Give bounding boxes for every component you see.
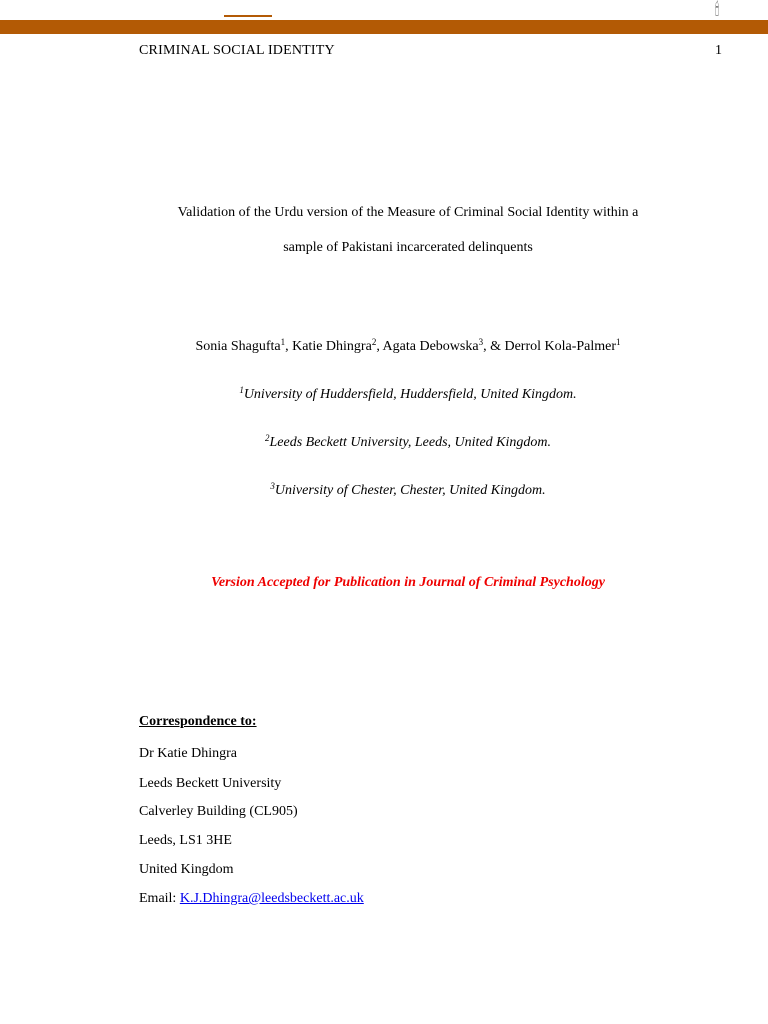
affiliation-text: University of Huddersfield, Huddersfield, United Kingdom.	[243, 387, 577, 402]
affiliation-text: University of Chester, Chester, United Kingdom.	[274, 483, 546, 498]
author-affiliation-number: 1	[280, 337, 286, 347]
correspondence-line: Calverley Building (CL905)	[139, 804, 298, 819]
top-bar	[0, 0, 768, 20]
email-label: Email:	[139, 891, 180, 906]
email-line	[139, 891, 364, 907]
affiliation-number: 1	[239, 385, 244, 395]
correspondence-heading: Correspondence to:	[139, 714, 257, 729]
author-affiliation-number: 2	[371, 337, 377, 347]
affiliation-3	[100, 483, 716, 499]
author-separator: ,	[285, 339, 293, 354]
author-name: Agata Debowska	[382, 339, 479, 354]
author-separator: ,	[376, 339, 383, 354]
top-bar-underline	[224, 15, 272, 17]
correspondence-line: United Kingdom	[139, 862, 234, 877]
affiliation-number: 2	[265, 433, 270, 443]
candle-icon: 🕯	[714, 0, 720, 20]
correspondence-line: Dr Katie Dhingra	[139, 746, 237, 761]
affiliation-1	[100, 387, 716, 403]
author-separator: , &	[483, 339, 505, 354]
author-name: Derrol Kola-Palmer	[504, 339, 617, 354]
correspondence-line: Leeds, LS1 3HE	[139, 833, 232, 848]
author-name: Sonia Shagufta	[195, 339, 281, 354]
page-number: 1	[715, 43, 722, 58]
paper-title-line-1: Validation of the Urdu version of the Measure of Criminal Social Identity within a	[177, 205, 639, 220]
paper-title-line-2: sample of Pakistani incarcerated delinquents	[283, 240, 533, 255]
affiliation-2	[100, 435, 716, 451]
author-list	[100, 339, 716, 355]
correspondence-line: Leeds Beckett University	[139, 776, 282, 791]
affiliation-text: Leeds Beckett University, Leeds, United Kingdom.	[269, 435, 551, 450]
running-head: CRIMINAL SOCIAL IDENTITY	[139, 43, 335, 58]
author-affiliation-number: 3	[478, 337, 484, 347]
author-affiliation-number: 1	[616, 337, 621, 347]
author-name: Katie Dhingra	[292, 339, 372, 354]
email-link[interactable]: K.J.Dhingra@leedsbeckett.ac.uk	[179, 891, 364, 906]
publication-status-note: Version Accepted for Publication in Journal of Criminal Psychology	[211, 575, 605, 590]
affiliation-number: 3	[270, 481, 275, 491]
brand-stripe	[0, 20, 768, 34]
